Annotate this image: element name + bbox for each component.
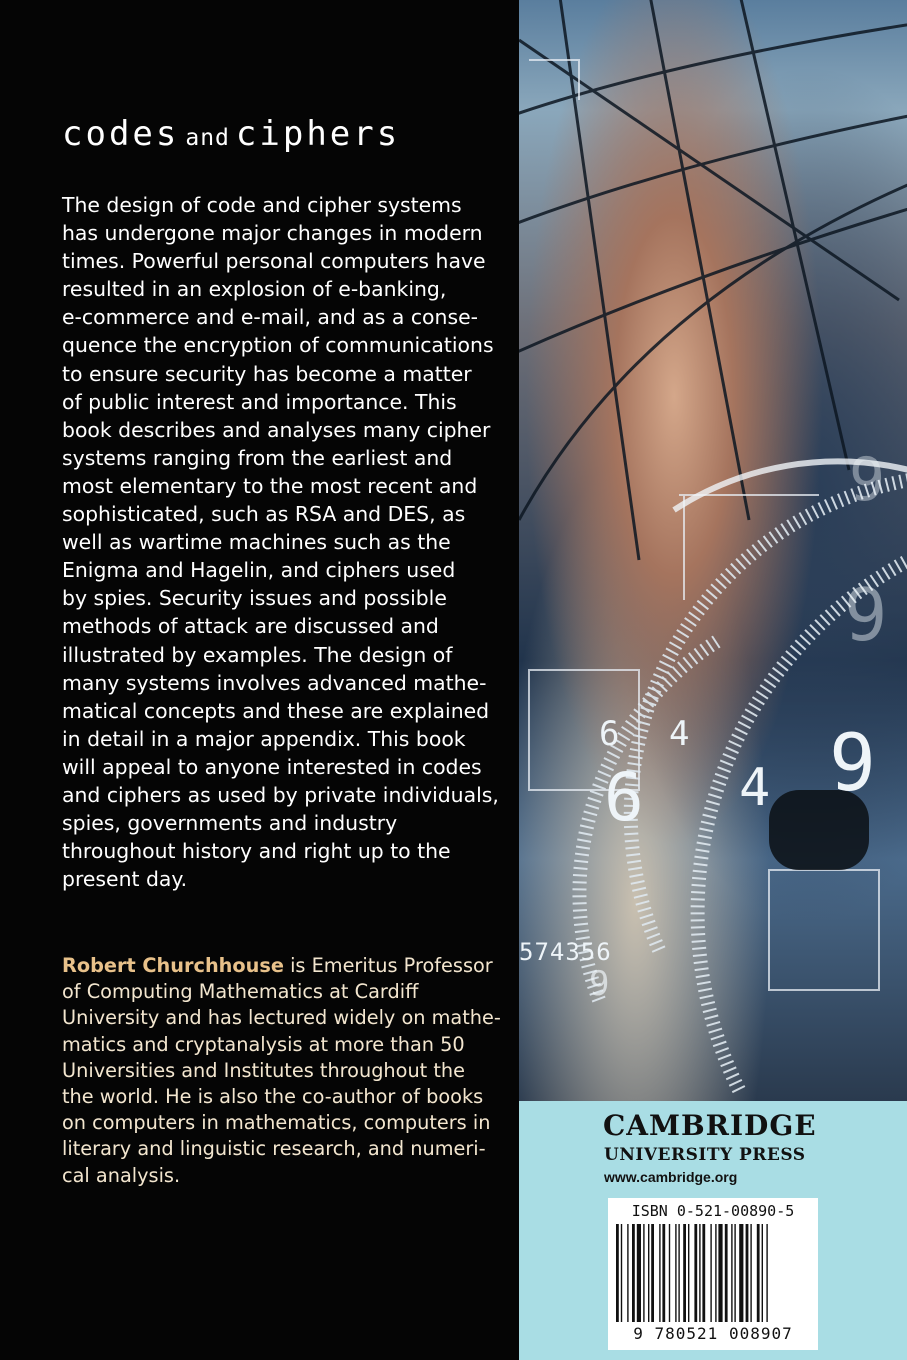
title-word-ciphers: ciphers (235, 114, 401, 154)
barcode-bar (718, 1224, 722, 1322)
svg-text:4: 4 (669, 714, 690, 754)
description-line: quence the encryption of communications (62, 333, 494, 358)
barcode-bar (678, 1224, 679, 1322)
description-line: spies, governments and industry (62, 811, 398, 836)
description-line: book describes and analyses many cipher (62, 417, 491, 442)
barcode-bar (725, 1224, 728, 1322)
description-line: many systems involves advanced mathe- (62, 670, 487, 695)
barcode-bar (766, 1224, 767, 1322)
bio-line: matics and cryptanalysis at more than 50 (62, 1032, 465, 1056)
bio-line: of Computing Mathematics at Cardiff (62, 980, 419, 1004)
description-line: throughout history and right up to the (62, 839, 451, 864)
bio-line: literary and linguistic research, and numeri- (62, 1137, 486, 1161)
publisher-subname: UNIVERSITY PRESS (604, 1145, 806, 1165)
barcode-bar (731, 1224, 732, 1322)
description-line: times. Powerful personal computers have (62, 249, 486, 274)
author-name: Robert Churchhouse (62, 954, 284, 977)
description-line: illustrated by examples. The design of (62, 642, 453, 667)
bio-line: on computers in mathematics, computers in (62, 1111, 491, 1135)
bio-line: the world. He is also the co-author of books (62, 1085, 484, 1109)
bio-first-line-rest: is Emeritus Professor (283, 954, 493, 977)
description-line: matical concepts and these are explained (62, 698, 490, 723)
barcode-bar (632, 1224, 635, 1322)
title-word-codes: codes (62, 114, 180, 154)
barcode-bar (734, 1224, 735, 1322)
svg-text:9: 9 (829, 719, 876, 809)
description-line: Enigma and Hagelin, and ciphers used (62, 558, 456, 583)
description-line: well as wartime machines such as the (62, 530, 451, 555)
description-line: most elementary to the most recent and (62, 473, 478, 498)
author-bio (62, 953, 501, 1189)
description-line: methods of attack are discussed and (62, 614, 439, 639)
svg-text:9: 9 (589, 964, 610, 1004)
barcode-bar (627, 1224, 628, 1322)
barcode-bar (637, 1224, 641, 1322)
publisher-name: CAMBRIDGE (603, 1109, 817, 1142)
publisher-panel (519, 1101, 907, 1360)
barcode-bar (683, 1224, 686, 1322)
bio-line: cal analysis. (62, 1163, 181, 1187)
barcode-bar (659, 1224, 660, 1322)
publisher-url[interactable]: www.cambridge.org (604, 1169, 738, 1185)
description-line: The design of code and cipher systems (62, 193, 462, 217)
barcode-bar (694, 1224, 697, 1322)
title-word-and: and (185, 125, 230, 151)
description-line: has undergone major changes in modern (62, 221, 483, 246)
description-line: in detail in a major appendix. This book (62, 726, 466, 751)
description-line: by spies. Security issues and possible (62, 586, 447, 611)
barcode-bar (688, 1224, 689, 1322)
description-line: sophisticated, such as RSA and DES, as (62, 502, 466, 527)
barcode-bar (702, 1224, 705, 1322)
barcode-bar (616, 1224, 619, 1322)
description-line: of public interest and importance. This (62, 389, 457, 414)
barcode-bar (715, 1224, 716, 1322)
isbn-number: ISBN 0-521-00890-5 (631, 1202, 795, 1220)
book-description (62, 191, 499, 893)
book-title (62, 114, 400, 154)
ean-number: 9 780521 008907 (633, 1324, 793, 1343)
description-line: present day. (62, 867, 188, 892)
barcode-bar (757, 1224, 760, 1322)
svg-text:9: 9 (849, 445, 886, 515)
barcode-bar (648, 1224, 649, 1322)
cover-artwork (519, 0, 907, 1101)
svg-text:4: 4 (739, 758, 771, 818)
barcode-bar (699, 1224, 700, 1322)
barcode-bar (621, 1224, 622, 1322)
svg-text:6: 6 (604, 759, 644, 836)
barcode-bar (739, 1224, 743, 1322)
bio-line: Universities and Institutes throughout the (62, 1058, 466, 1082)
barcode-image (616, 1224, 810, 1322)
svg-text:9: 9 (844, 573, 888, 657)
barcode-panel (608, 1198, 818, 1350)
description-line: to ensure security has become a matter (62, 361, 472, 386)
description-line: e-commerce and e-mail, and as a conse- (62, 305, 478, 330)
description-line: systems ranging from the earliest and (62, 445, 453, 470)
barcode-bar (662, 1224, 665, 1322)
bio-line (62, 953, 493, 979)
description-line: resulted in an explosion of e-banking, (62, 277, 447, 302)
cipher-collage-illustration (519, 0, 907, 1101)
barcode-bar (746, 1224, 749, 1322)
art-digit: 6 (599, 714, 620, 754)
barcode-bar (762, 1224, 763, 1322)
description-line: and ciphers as used by private individuals, (62, 782, 499, 807)
barcode-bar (710, 1224, 711, 1322)
bio-line: University and has lectured widely on mathe- (62, 1006, 501, 1030)
barcode-bar (651, 1224, 654, 1322)
barcode-bar (750, 1224, 751, 1322)
barcode-bar (675, 1224, 676, 1322)
barcode-bar (669, 1224, 670, 1322)
barcode-bar (643, 1224, 644, 1322)
description-line: will appeal to anyone interested in codes (62, 754, 482, 779)
svg-text:574356: 574356 (519, 938, 612, 966)
